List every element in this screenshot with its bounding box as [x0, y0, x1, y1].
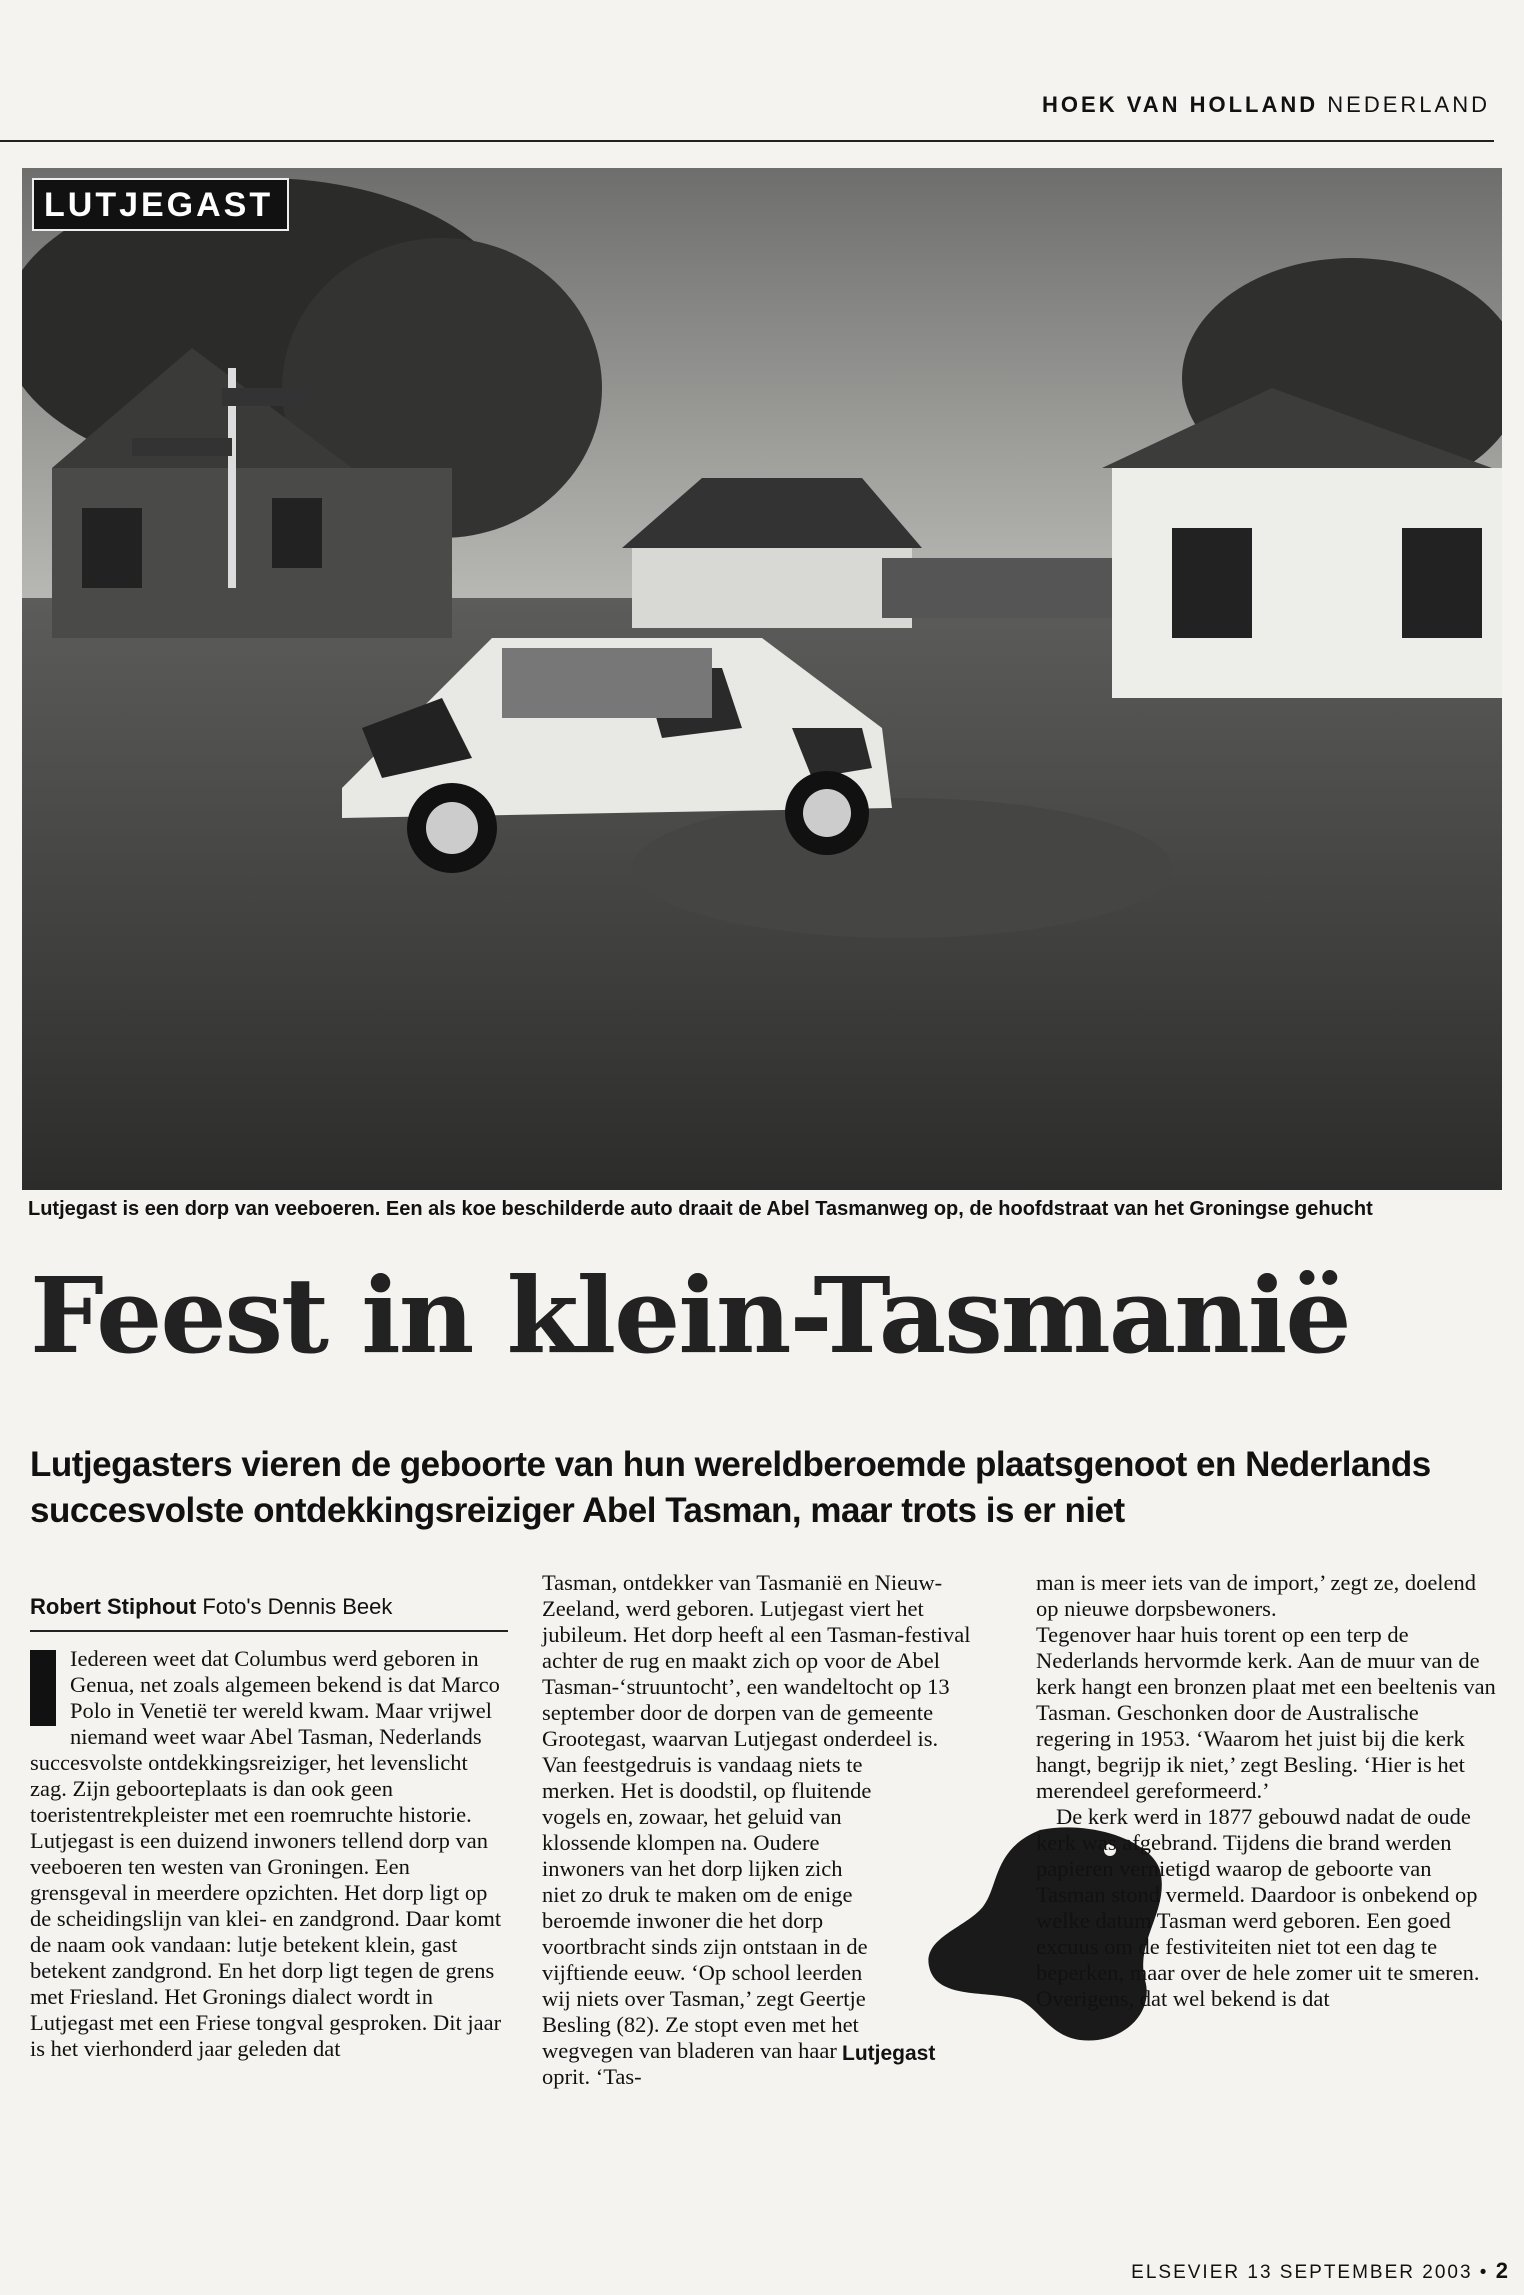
- footer-publication: ELSEVIER 13 SEPTEMBER 2003 •: [1131, 2262, 1489, 2283]
- body-paragraph: man is meer iets van de import,’ zegt ze, doelend op nieuwe dorpsbewoners.: [1036, 1570, 1477, 1621]
- street-scene-illustration: [22, 168, 1502, 1190]
- article-column-3: [1036, 1570, 1498, 2012]
- section-header-place: HOEK VAN HOLLAND: [1042, 92, 1319, 117]
- page-number: 2: [1495, 2258, 1510, 2283]
- top-rule: [0, 140, 1494, 142]
- section-header-country: NEDERLAND: [1327, 92, 1490, 117]
- photo-location-label: LUTJEGAST: [32, 178, 289, 231]
- body-paragraph-text: Iedereen weet dat Columbus werd geboren in Genua, net zoals algemeen bekend is dat Marco Polo in Venetië ter wereld kwam. Maar vrijwel niemand weet waar Abel Tasman, Nederlands succesvolste ontdekkingsreiziger, het levenslicht zag. Zijn geboorteplaats is dan ook geen toeristentrekpleister met een roemruchte historie.: [30, 1646, 500, 1827]
- body-paragraph: Van feestgedruis is vandaag niets te merken. Het is doodstil, op fluitende vogels en, zowaar, het geluid van klossende klompen na. Oudere inwoners van het dorp lijken zich niet zo druk te maken om de enige beroemde inwoner die het dorp voortbracht sinds zijn ontstaan in de vijftiende eeuw. ‘Op school leerden wij niets over Tasman,’ zegt Geertje Besling (82). Ze stopt even met het wegvegen van bladeren van haar oprit. ‘Tas-: [542, 1752, 872, 2089]
- byline: [30, 1594, 392, 1620]
- page-footer: [1131, 2258, 1510, 2284]
- byline-author: Robert Stiphout: [30, 1594, 197, 1619]
- article-headline: Feest in klein-Tasmanië: [30, 1254, 1350, 1377]
- map-label: Lutjegast: [842, 2042, 936, 2065]
- byline-photos: Foto's Dennis Beek: [202, 1594, 393, 1619]
- byline-rule: [30, 1630, 508, 1632]
- body-paragraph: [30, 1646, 508, 1828]
- body-paragraph: Lutjegast is een duizend inwoners tellend dorp van veeboeren ten westen van Groningen. Een grensgeval in meerdere opzichten. Het dorp ligt op de scheidingslijn van klei- en zandgrond. Daar komt de naam ook vandaan: lutje betekent klein, gast betekent zandgrond. En het dorp ligt tegen de grens met Friesland. Het Gronings dialect wordt in Lutjegast met een Friese tongval gesproken. Dit jaar is het vierhonderd jaar geleden dat: [30, 1828, 502, 2061]
- drop-cap: [30, 1650, 56, 1726]
- section-header: [1042, 92, 1490, 118]
- body-paragraph: Tegenover haar huis torent op een terp de Nederlands hervormde kerk. Aan de muur van de kerk hangt een bronzen plaat met een beeltenis van Tasman. Geschonken door de Australische regering in 1953. ‘Waarom het juist bij die kerk hangt, begrijp ik niet,’ zegt Besling. ‘Hier is het merendeel gereformeerd.’: [1036, 1622, 1496, 1803]
- photo-caption: Lutjegast is een dorp van veeboeren. Een als koe beschilderde auto draait de Abel Tasmanweg op, de hoofdstraat van het Groningse gehucht: [28, 1198, 1373, 1220]
- street-photo: [22, 168, 1502, 1190]
- body-paragraph: Tasman, ontdekker van Tasmanië en Nieuw-Zeeland, werd geboren. Lutjegast viert het jubileum. Het dorp heeft al een Tasman-festival achter de rug en maakt zich op voor de Abel Tasman-‘struuntocht’, een wandeltocht op 13 september door de dorpen van de gemeente Grootegast, waarvan Lutjegast onderdeel is.: [542, 1570, 971, 1751]
- body-paragraph: De kerk werd in 1877 gebouwd nadat de oude kerk was afgebrand. Tijdens die brand werden papieren vernietigd waarop de geboorte van Tasman stond vermeld. Daardoor is onbekend op welke datum Tasman werd geboren. Een goed excuus om de festiviteiten niet tot een dag te beperken, maar over de hele zomer uit te smeren. Overigens, dat wel bekend is dat: [1036, 1804, 1480, 2011]
- article-subhead: Lutjegasters vieren de geboorte van hun wereldberoemde plaatsgenoot en Nederlands succesvolste ontdekkingsreiziger Abel Tasman, maar trots is er niet: [30, 1445, 1431, 1530]
- article-column-1: [30, 1646, 508, 2062]
